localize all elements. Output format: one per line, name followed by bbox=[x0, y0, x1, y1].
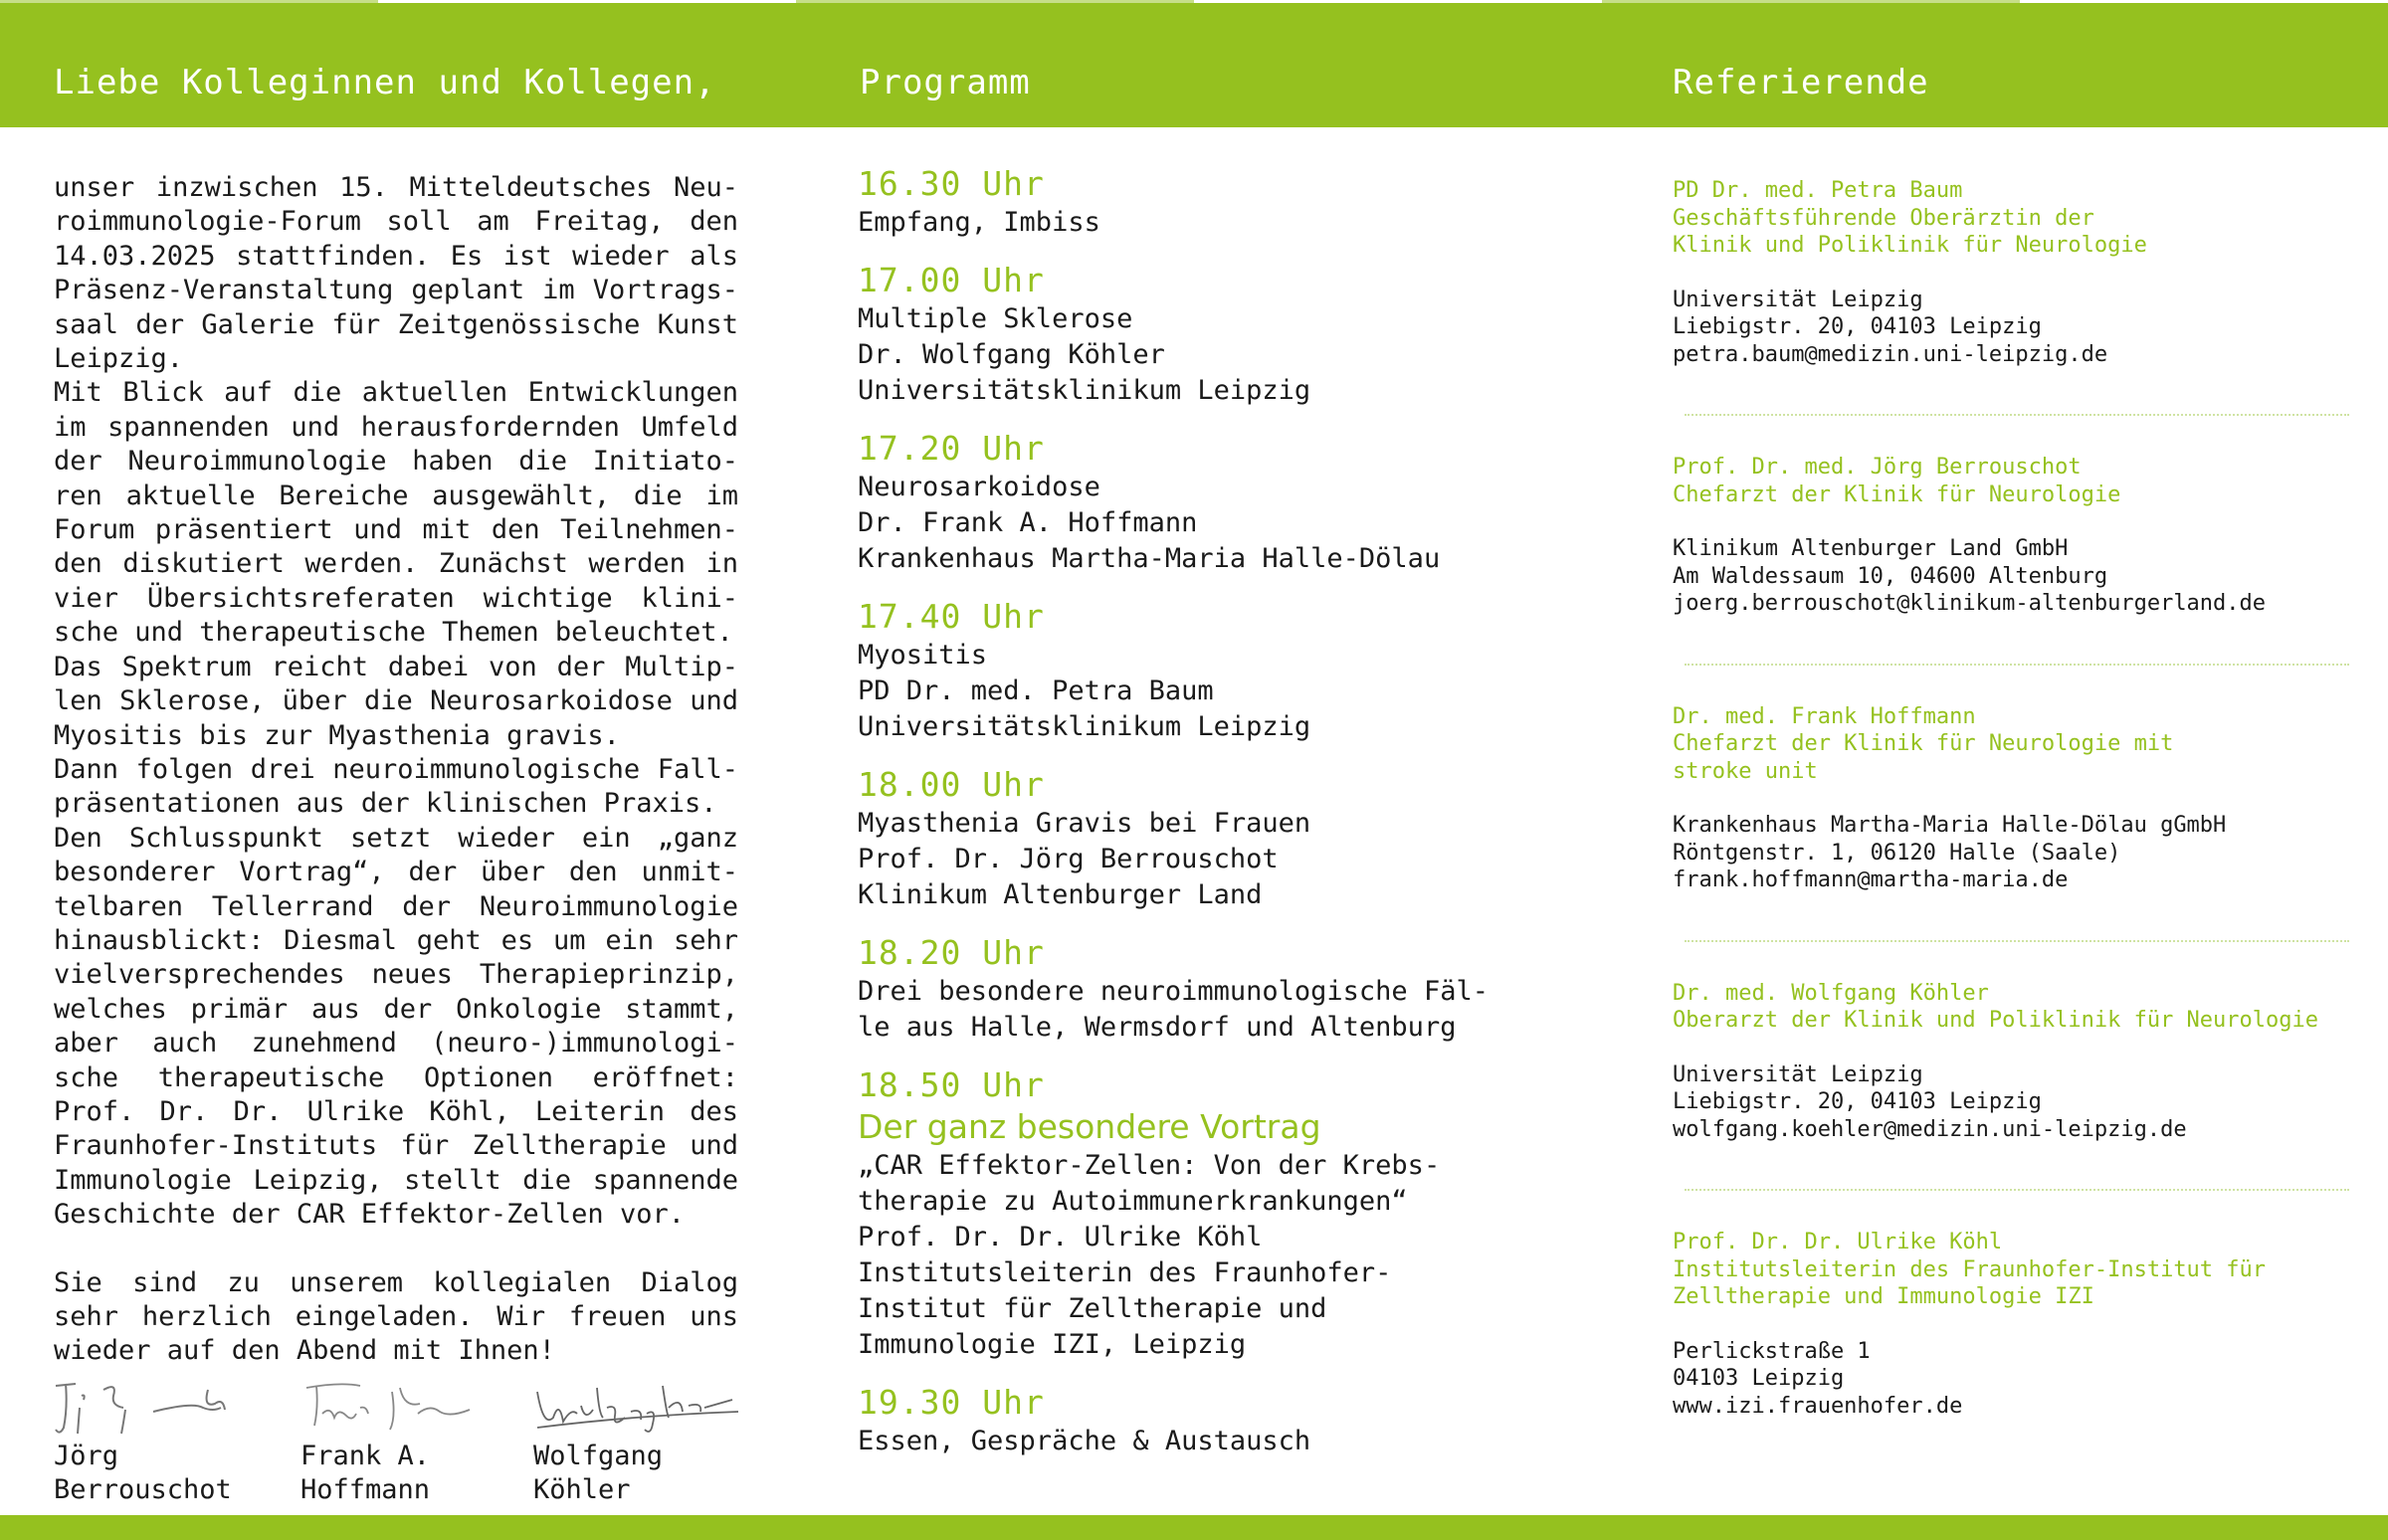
speaker-heading: Oberarzt der Klinik und Poliklinik für Neurologie bbox=[1673, 1008, 2319, 1033]
program-special-title: Der ganz besondere Vortrag bbox=[858, 1107, 1321, 1146]
signature-name: Frank A. bbox=[300, 1441, 431, 1471]
dotted-divider bbox=[1685, 414, 2349, 416]
program-slot bbox=[858, 163, 1554, 241]
speaker-email: joerg.berrouschot@klinikum-altenburgerland.de bbox=[1673, 591, 2267, 616]
intro-closing: Sie sind zu unserem kollegialen Dialog sehr herzlich eingeladen. Wir freuen uns wieder auf den Abend mit Ihnen! bbox=[54, 1266, 738, 1367]
header-program: Programm bbox=[860, 63, 1031, 102]
program-line: Prof. Dr. Dr. Ulrike Köhl bbox=[858, 1222, 1263, 1252]
program-slot bbox=[858, 260, 1554, 409]
speaker-address: 04103 Leipzig bbox=[1673, 1366, 1845, 1391]
speaker-list bbox=[1673, 177, 2349, 1420]
program-line: therapie zu Autoimmunerkrankungen“ bbox=[858, 1186, 1408, 1217]
speaker-address: Liebigstr. 20, 04103 Leipzig bbox=[1673, 1089, 2042, 1114]
speaker-heading: Klinik und Poliklinik für Neurologie bbox=[1673, 233, 2147, 258]
speaker-email: petra.baum@medizin.uni-leipzig.de bbox=[1673, 341, 2108, 367]
program-line: Empfang, Imbiss bbox=[858, 207, 1100, 238]
speaker-heading: Prof. Dr. Dr. Ulrike Köhl bbox=[1673, 1230, 2003, 1254]
speaker-entry bbox=[1673, 703, 2349, 942]
program-slot bbox=[858, 428, 1554, 577]
program-line: Multiple Sklerose bbox=[858, 303, 1133, 334]
speaker-heading: Chefarzt der Klinik für Neurologie mit bbox=[1673, 731, 2174, 756]
signature-block bbox=[54, 1378, 750, 1512]
speaker-entry bbox=[1673, 1229, 2349, 1420]
speaker-address: Krankenhaus Martha-Maria Halle-Dölau gGmbH bbox=[1673, 813, 2227, 838]
speaker-heading: Dr. med. Frank Hoffmann bbox=[1673, 703, 1976, 729]
program-slot bbox=[858, 932, 1554, 1046]
speaker-entry bbox=[1673, 980, 2349, 1192]
program-line: Dr. Frank A. Hoffmann bbox=[858, 507, 1198, 538]
speaker-heading: Chefarzt der Klinik für Neurologie bbox=[1673, 481, 2121, 507]
program-line: Myasthenia Gravis bei Frauen bbox=[858, 808, 1311, 839]
program-slot bbox=[858, 764, 1554, 913]
speaker-email: wolfgang.koehler@medizin.uni-leipzig.de bbox=[1673, 1116, 2187, 1142]
program-time: 17.00 Uhr bbox=[858, 261, 1045, 299]
speaker-heading: Dr. med. Wolfgang Köhler bbox=[1673, 980, 1989, 1006]
program-line: Klinikum Altenburger Land bbox=[858, 879, 1263, 910]
dotted-divider bbox=[1685, 664, 2349, 666]
program-time: 18.00 Uhr bbox=[858, 765, 1045, 804]
intro-paragraph: unser inzwischen 15. Mitteldeutsches Neu-roimmunologie-Forum soll am Freitag, den 14.03.2025 stattfinden. Es ist wieder als Präsenz-Veranstaltung geplant im Vortrags-saal der Galerie für Zeitgenössische Kunst Leipzig. bbox=[54, 172, 738, 375]
handwritten-signature-icon bbox=[54, 1378, 253, 1438]
program-time: 16.30 Uhr bbox=[858, 164, 1045, 203]
program-line: Dr. Wolfgang Köhler bbox=[858, 339, 1165, 370]
signature-hoffmann bbox=[300, 1378, 499, 1505]
signature-name: Jörg bbox=[54, 1441, 119, 1471]
program-line: Institut für Zelltherapie und bbox=[858, 1293, 1327, 1324]
program-line: Myositis bbox=[858, 640, 988, 671]
footer-bar bbox=[0, 1515, 2388, 1540]
signature-name: Berrouschot bbox=[54, 1474, 232, 1505]
program-line: Universitätsklinikum Leipzig bbox=[858, 375, 1311, 406]
speaker-entry bbox=[1673, 454, 2349, 666]
header-top-line bbox=[0, 0, 2388, 3]
handwritten-signature-icon bbox=[300, 1378, 499, 1438]
intro-paragraph: Mit Blick auf die aktuellen Entwicklungen im spannenden und herausfordernden Umfeld der Neuroimmunologie haben die Initiato-ren aktuelle Bereiche ausgewählt, die im Forum präsentiert und mit den Teilnehmen-den diskutiert werden. Zunächst werden in vier Übersichtsreferaten wichtige klini-sche und therapeutische Themen beleuchtet. bbox=[54, 377, 738, 649]
speaker-heading: Zelltherapie und Immunologie IZI bbox=[1673, 1284, 2094, 1309]
speaker-email: frank.hoffmann@martha-maria.de bbox=[1673, 867, 2069, 892]
program-time: 18.50 Uhr bbox=[858, 1065, 1045, 1104]
intro-paragraph: Den Schlusspunkt setzt wieder ein „ganz besonderer Vortrag“, der über den unmit-telbaren Tellerrand der Neuroimmunologie hinausblickt: Diesmal geht es um ein sehr vielversprechendes neues Therapieprinzip, welches primär aus der Onkologie stammt, aber auch zunehmend (neuro-)immunologi-sche therapeutische Optionen eröffnet: Prof. Dr. Dr. Ulrike Köhl, Leiterin des Fraunhofer-Instituts für Zelltherapie und Immunologie Leipzig, stellt die spannende Geschichte der CAR Effektor-Zellen vor. bbox=[54, 822, 738, 1231]
program-line: PD Dr. med. Petra Baum bbox=[858, 675, 1214, 706]
program-line: Immunologie IZI, Leipzig bbox=[858, 1329, 1247, 1360]
signature-name: Wolfgang bbox=[533, 1441, 664, 1471]
intro-letter bbox=[54, 171, 738, 1369]
speaker-address: Universität Leipzig bbox=[1673, 1061, 1923, 1087]
speaker-heading: PD Dr. med. Petra Baum bbox=[1673, 178, 1963, 203]
intro-paragraph: Dann folgen drei neuroimmunologische Fall-präsentationen aus der klinischen Praxis. bbox=[54, 753, 738, 820]
dotted-divider bbox=[1685, 940, 2349, 942]
signature-berrouschot bbox=[54, 1378, 253, 1505]
speaker-website: www.izi.frauenhofer.de bbox=[1673, 1393, 1963, 1419]
handwritten-signature-icon bbox=[533, 1378, 742, 1438]
program-line: Institutsleiterin des Fraunhofer- bbox=[858, 1257, 1392, 1288]
speaker-address: Perlickstraße 1 bbox=[1673, 1338, 1871, 1364]
program-line: Drei besondere neuroimmunologische Fäl- bbox=[858, 976, 1489, 1007]
speaker-address: Liebigstr. 20, 04103 Leipzig bbox=[1673, 314, 2042, 339]
program-line: Universitätsklinikum Leipzig bbox=[858, 711, 1311, 742]
header-greeting: Liebe Kolleginnen und Kollegen, bbox=[54, 63, 716, 102]
program-time: 19.30 Uhr bbox=[858, 1383, 1045, 1422]
program-time: 17.20 Uhr bbox=[858, 429, 1045, 468]
signature-name: Köhler bbox=[533, 1474, 631, 1505]
program-line: „CAR Effektor-Zellen: Von der Krebs- bbox=[858, 1150, 1441, 1181]
speaker-heading: Geschäftsführende Oberärztin der bbox=[1673, 205, 2094, 231]
program-line: Essen, Gespräche & Austausch bbox=[858, 1426, 1311, 1456]
program-time: 17.40 Uhr bbox=[858, 597, 1045, 636]
program-slot bbox=[858, 596, 1554, 745]
program-slot bbox=[858, 1064, 1554, 1363]
program-line: Prof. Dr. Jörg Berrouschot bbox=[858, 844, 1279, 874]
speaker-heading: Prof. Dr. med. Jörg Berrouschot bbox=[1673, 455, 2082, 480]
speaker-heading: stroke unit bbox=[1673, 758, 1818, 784]
intro-paragraph: Das Spektrum reicht dabei von der Multip-len Sklerose, über die Neurosarkoidose und Myositis bis zur Myasthenia gravis. bbox=[54, 651, 738, 751]
header-speakers: Referierende bbox=[1673, 63, 1929, 102]
dotted-divider bbox=[1685, 1189, 2349, 1191]
program-line: Krankenhaus Martha-Maria Halle-Dölau bbox=[858, 543, 1441, 574]
speaker-address: Universität Leipzig bbox=[1673, 287, 1923, 312]
signature-koehler bbox=[533, 1378, 742, 1505]
program-line: Neurosarkoidose bbox=[858, 472, 1100, 502]
program-slot bbox=[858, 1382, 1554, 1459]
speaker-address: Am Waldessaum 10, 04600 Altenburg bbox=[1673, 563, 2108, 589]
speaker-address: Röntgenstr. 1, 06120 Halle (Saale) bbox=[1673, 840, 2121, 866]
speaker-heading: Institutsleiterin des Fraunhofer-Institut für bbox=[1673, 1256, 2267, 1282]
speaker-address: Klinikum Altenburger Land GmbH bbox=[1673, 536, 2069, 561]
program-time: 18.20 Uhr bbox=[858, 933, 1045, 972]
program-line: le aus Halle, Wermsdorf und Altenburg bbox=[858, 1012, 1457, 1043]
signature-name: Hoffmann bbox=[300, 1474, 431, 1505]
program-list bbox=[858, 163, 1554, 1478]
speaker-entry bbox=[1673, 177, 2349, 416]
